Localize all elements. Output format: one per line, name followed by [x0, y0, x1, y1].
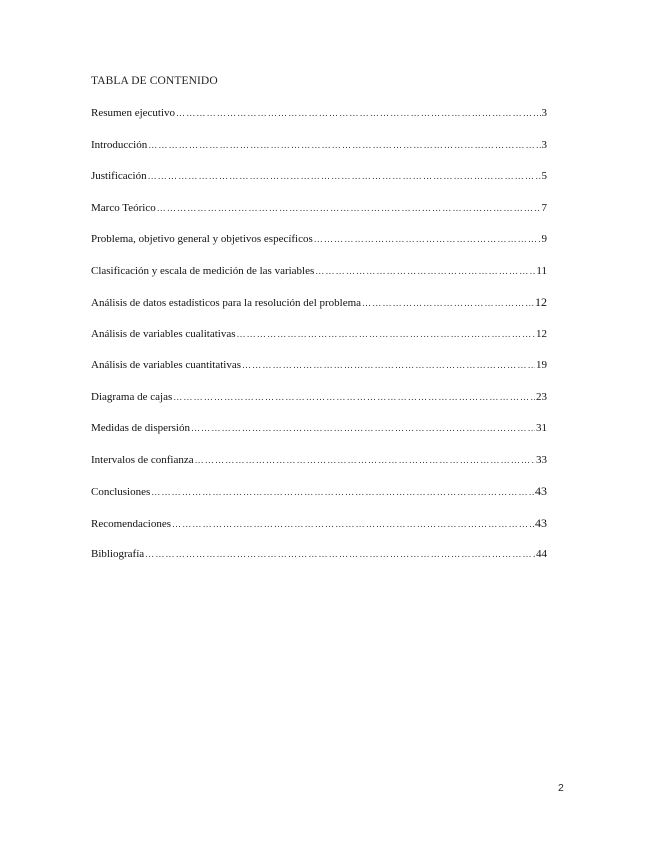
toc-entry-page: 12	[536, 327, 547, 340]
toc-leader	[314, 232, 541, 246]
toc-entry-label: Resumen ejecutivo	[91, 107, 176, 119]
toc-entry-label: Clasificación y escala de medición de las variables	[91, 264, 315, 277]
toc-leader	[151, 485, 534, 499]
toc-list	[91, 106, 547, 579]
toc-leader	[148, 169, 541, 183]
toc-leader	[157, 201, 541, 215]
toc-entry-page: 43	[535, 484, 547, 498]
toc-entry-label: Medidas de dispersión	[91, 422, 190, 434]
toc-entry-page: 12	[535, 295, 547, 309]
toc-leader	[148, 138, 540, 152]
toc-leader	[362, 296, 534, 310]
toc-entry-label: Diagrama de cajas	[91, 390, 173, 403]
toc-entry-label: Problema, objetivo general y objetivos específicos	[91, 233, 313, 245]
toc-entry[interactable]	[91, 516, 547, 548]
toc-entry-page: 33	[536, 453, 547, 466]
toc-leader	[145, 547, 535, 561]
toc-entry-page: 44	[536, 548, 547, 560]
toc-entry-label: Análisis de datos estadísticos para la resolución del problema	[91, 297, 362, 309]
toc-entry[interactable]	[91, 106, 547, 138]
toc-entry-page: 43	[535, 515, 547, 530]
toc-leader	[195, 453, 535, 467]
toc-leader	[242, 358, 535, 372]
toc-leader	[315, 264, 535, 278]
toc-entry[interactable]	[91, 264, 547, 296]
toc-entry[interactable]	[91, 295, 547, 327]
toc-entry-page: 7	[541, 201, 547, 214]
toc-leader	[172, 517, 534, 531]
toc-entry[interactable]	[91, 358, 547, 390]
toc-entry-page: 3	[541, 138, 547, 151]
toc-entry-page: 31	[536, 422, 547, 434]
toc-entry-label: Justificación	[91, 170, 147, 182]
toc-entry[interactable]	[91, 547, 547, 579]
toc-entry[interactable]	[91, 138, 547, 170]
toc-leader	[173, 390, 535, 404]
toc-entry-page: 19	[536, 359, 547, 371]
toc-entry-page: 11	[536, 264, 547, 277]
toc-entry-label: Introducción	[91, 138, 148, 151]
toc-entry[interactable]	[91, 232, 547, 264]
toc-entry-label: Marco Teórico	[91, 201, 156, 214]
toc-entry-label: Recomendaciones	[91, 517, 172, 530]
toc-entry-label: Bibliografía	[91, 548, 145, 560]
toc-entry-label: Análisis de variables cualitativas	[91, 327, 236, 340]
toc-entry-page: 5	[541, 170, 547, 182]
toc-entry[interactable]	[91, 201, 547, 233]
toc-entry[interactable]	[91, 169, 547, 201]
toc-entry-page: 9	[541, 233, 547, 245]
toc-entry[interactable]	[91, 327, 547, 359]
toc-entry-label: Conclusiones	[91, 486, 151, 498]
toc-leader	[236, 327, 535, 341]
toc-entry-label: Análisis de variables cuantitativas	[91, 359, 241, 371]
toc-entry[interactable]	[91, 421, 547, 453]
toc-entry-page: 3	[541, 107, 547, 119]
toc-entry[interactable]	[91, 390, 547, 422]
toc-entry[interactable]	[91, 453, 547, 485]
toc-entry-page: 23	[536, 390, 547, 403]
toc-entry-label: Intervalos de confianza	[91, 453, 194, 466]
toc-leader	[176, 106, 540, 120]
toc-entry[interactable]	[91, 484, 547, 516]
toc-title: TABLA DE CONTENIDO	[91, 75, 218, 87]
page-number: 2	[558, 782, 564, 794]
toc-leader	[191, 421, 535, 435]
